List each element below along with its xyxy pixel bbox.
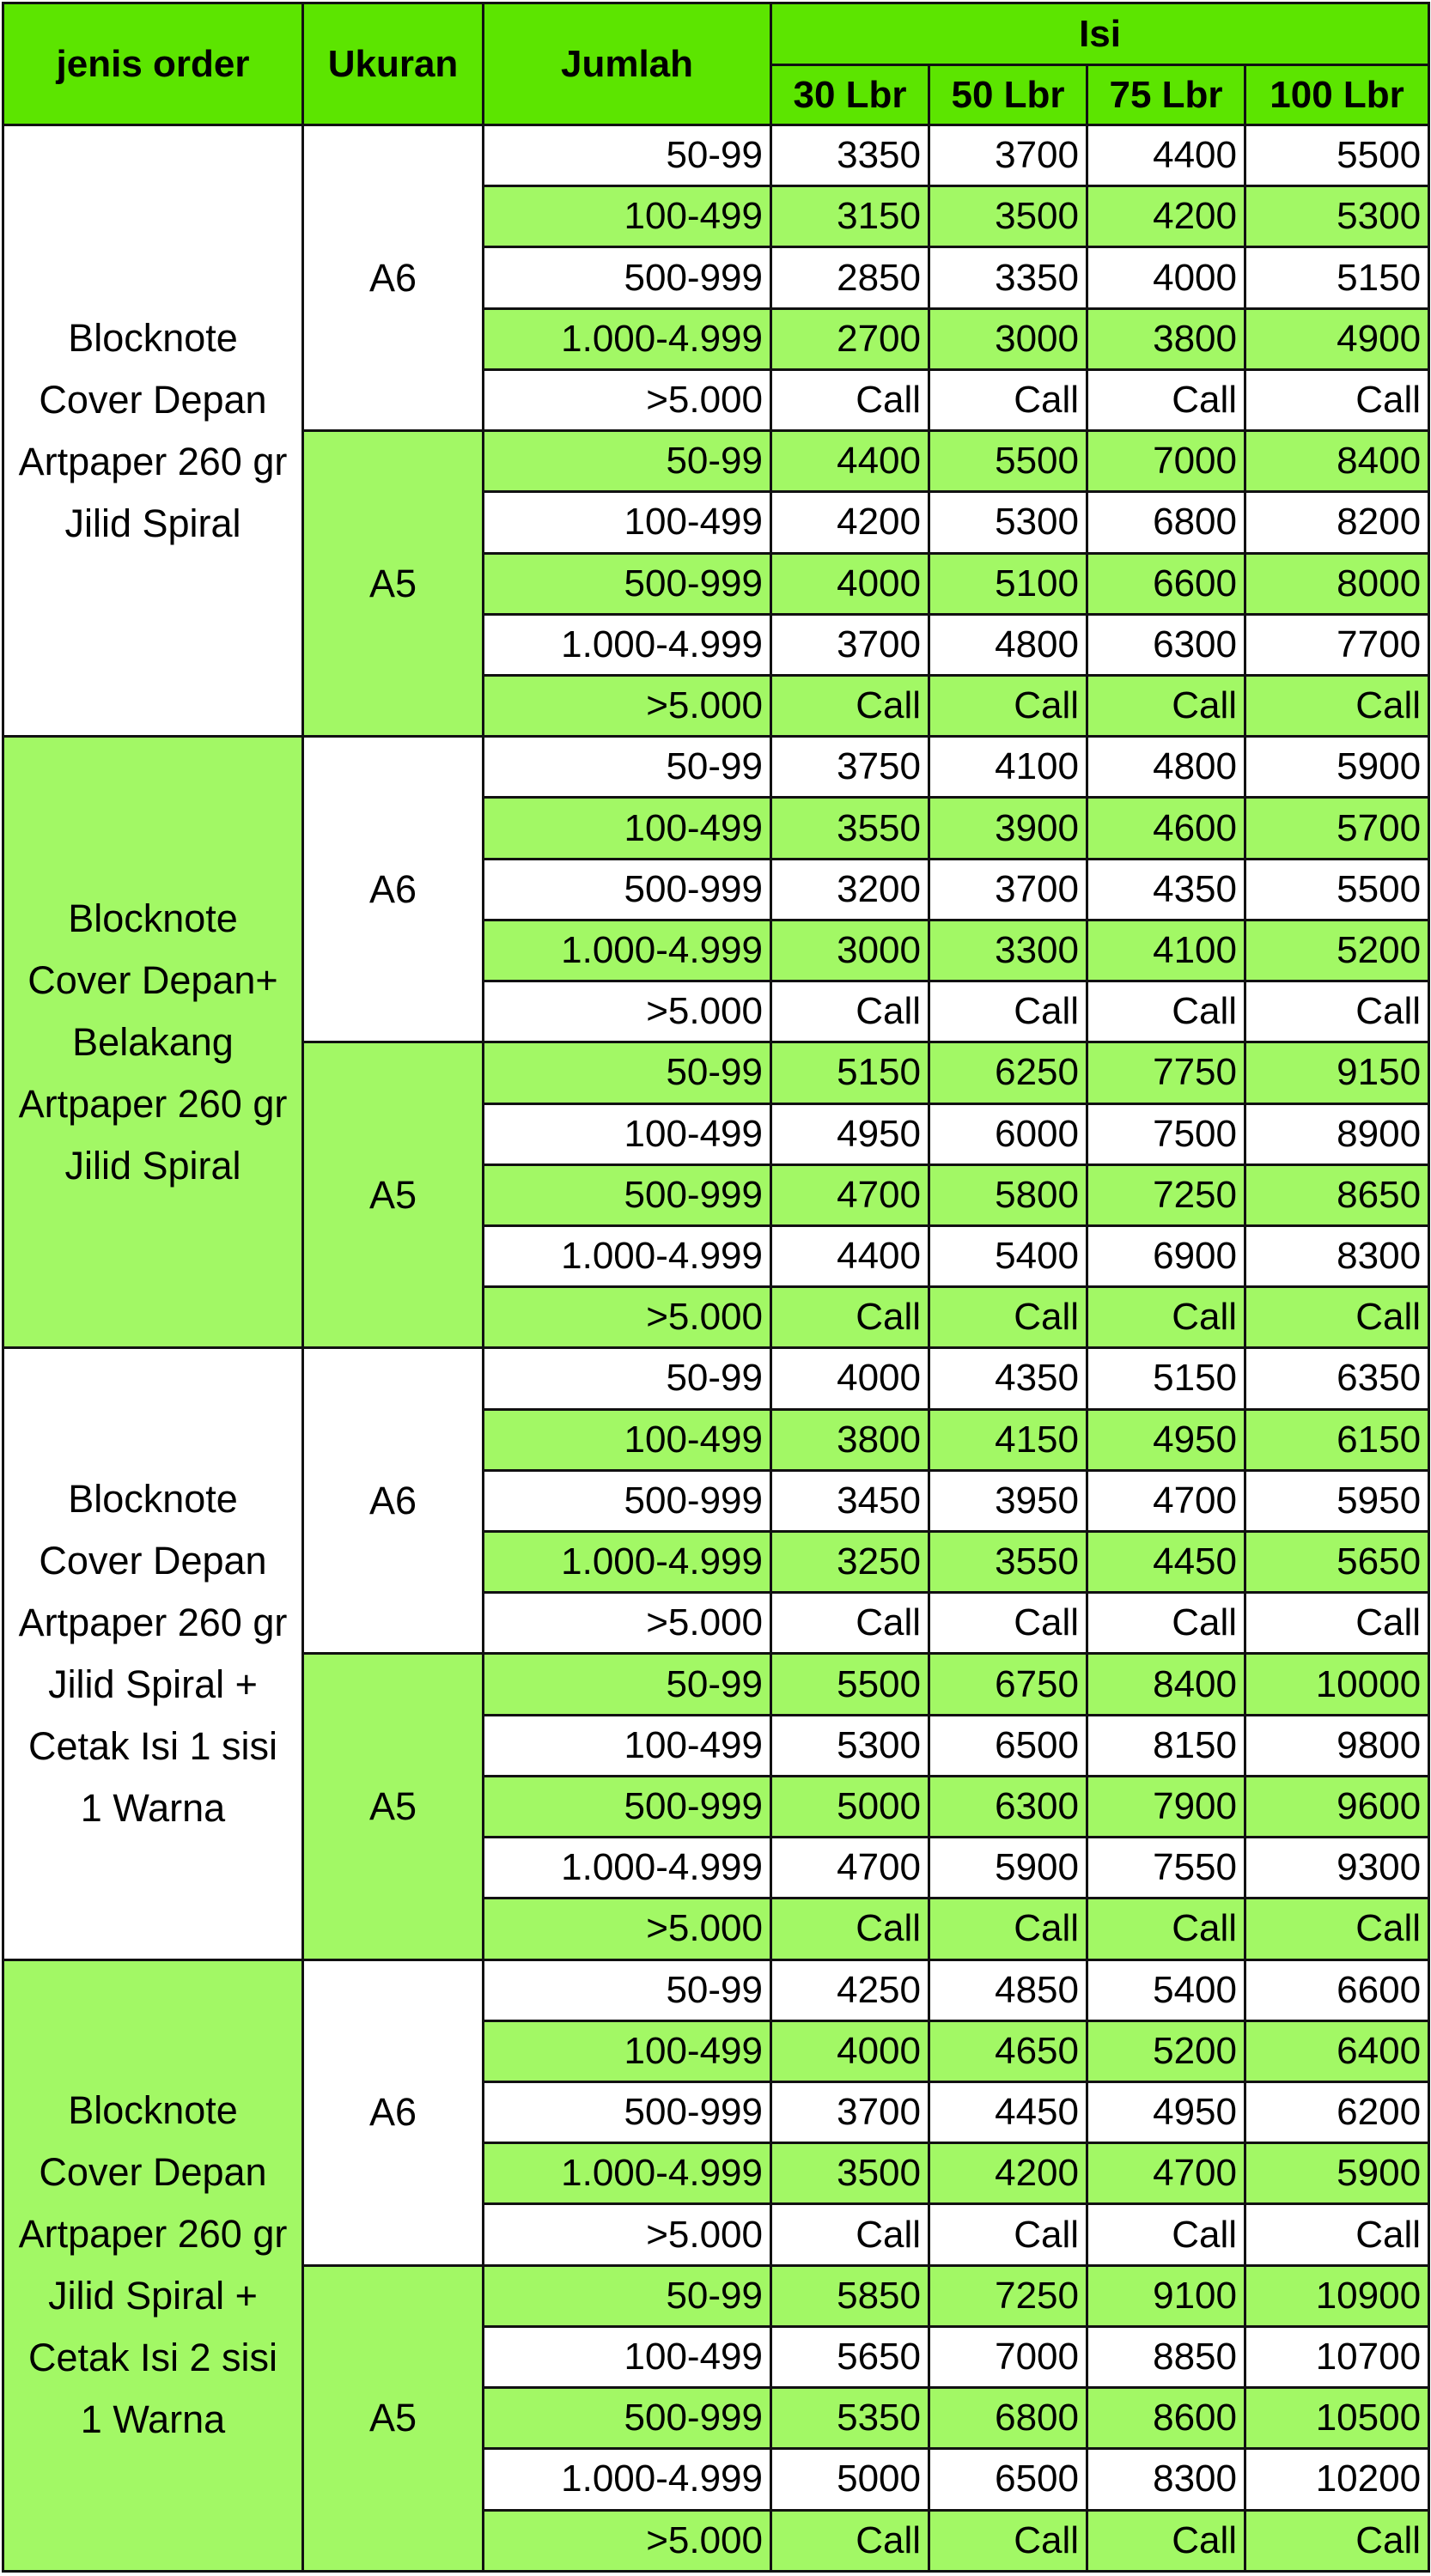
- price-cell: 4400: [771, 431, 929, 492]
- header-isi: Isi: [771, 3, 1429, 65]
- price-cell: 5800: [929, 1164, 1087, 1225]
- price-cell: 4950: [1087, 1409, 1245, 1470]
- size-cell: A6: [303, 125, 484, 431]
- price-cell: 3150: [771, 186, 929, 247]
- price-cell: Call: [771, 2204, 929, 2265]
- price-cell: 4950: [1087, 2082, 1245, 2143]
- price-cell: 3550: [771, 798, 929, 859]
- price-cell: 6350: [1245, 1348, 1429, 1409]
- qty-cell: 500-999: [484, 859, 771, 920]
- price-cell: 3700: [929, 859, 1087, 920]
- price-cell: 4800: [1087, 737, 1245, 798]
- price-cell: 5150: [1087, 1348, 1245, 1409]
- price-cell: Call: [1245, 1287, 1429, 1348]
- qty-cell: 500-999: [484, 1776, 771, 1837]
- price-cell: 4150: [929, 1409, 1087, 1470]
- size-cell: A5: [303, 1654, 484, 1959]
- price-cell: 5500: [1245, 125, 1429, 186]
- price-cell: 5150: [1245, 247, 1429, 308]
- price-cell: 7500: [1087, 1103, 1245, 1164]
- price-cell: 4200: [1087, 186, 1245, 247]
- price-cell: 3350: [771, 125, 929, 186]
- price-cell: 5500: [1245, 859, 1429, 920]
- price-cell: 5150: [771, 1042, 929, 1103]
- qty-cell: 1.000-4.999: [484, 308, 771, 369]
- price-cell: 6800: [929, 2388, 1087, 2449]
- price-cell: 7250: [929, 2265, 1087, 2326]
- qty-cell: 100-499: [484, 2020, 771, 2081]
- price-cell: 5850: [771, 2265, 929, 2326]
- price-cell: Call: [1087, 1899, 1245, 1959]
- price-cell: 6300: [929, 1776, 1087, 1837]
- price-table: [2, 2, 1430, 2573]
- size-cell: A6: [303, 1959, 484, 2265]
- qty-cell: 50-99: [484, 125, 771, 186]
- price-cell: 5200: [1087, 2020, 1245, 2081]
- qty-cell: >5.000: [484, 675, 771, 736]
- price-cell: 3700: [771, 614, 929, 675]
- price-cell: 6250: [929, 1042, 1087, 1103]
- price-cell: 3900: [929, 798, 1087, 859]
- price-cell: 5100: [929, 553, 1087, 614]
- qty-cell: 1.000-4.999: [484, 1225, 771, 1286]
- table-row: [3, 737, 1429, 798]
- price-cell: Call: [1245, 675, 1429, 736]
- price-cell: Call: [771, 675, 929, 736]
- price-cell: 5300: [771, 1715, 929, 1776]
- qty-cell: 500-999: [484, 247, 771, 308]
- price-cell: 3300: [929, 920, 1087, 981]
- header-isi-100: 100 Lbr: [1245, 65, 1429, 125]
- price-cell: 8400: [1087, 1654, 1245, 1715]
- price-cell: Call: [929, 1593, 1087, 1654]
- table-body: [3, 125, 1429, 2572]
- price-cell: 4800: [929, 614, 1087, 675]
- price-cell: 4000: [771, 1348, 929, 1409]
- qty-cell: 50-99: [484, 1042, 771, 1103]
- qty-cell: >5.000: [484, 1899, 771, 1959]
- price-cell: 4700: [1087, 2143, 1245, 2204]
- price-cell: 3700: [929, 125, 1087, 186]
- size-cell: A5: [303, 431, 484, 737]
- qty-cell: 100-499: [484, 186, 771, 247]
- price-cell: 4100: [929, 737, 1087, 798]
- price-cell: 2850: [771, 247, 929, 308]
- price-cell: 4450: [1087, 1532, 1245, 1593]
- qty-cell: 1.000-4.999: [484, 1532, 771, 1593]
- size-cell: A6: [303, 1348, 484, 1654]
- price-cell: 5950: [1245, 1470, 1429, 1531]
- price-cell: 4700: [771, 1838, 929, 1899]
- price-cell: 6500: [929, 2449, 1087, 2510]
- table-row: [3, 125, 1429, 186]
- qty-cell: 100-499: [484, 2326, 771, 2387]
- price-cell: 6750: [929, 1654, 1087, 1715]
- qty-cell: >5.000: [484, 369, 771, 430]
- price-cell: 10700: [1245, 2326, 1429, 2387]
- price-cell: 5350: [771, 2388, 929, 2449]
- price-cell: Call: [1245, 1593, 1429, 1654]
- price-cell: 6150: [1245, 1409, 1429, 1470]
- price-cell: 6200: [1245, 2082, 1429, 2143]
- price-cell: Call: [1087, 2510, 1245, 2571]
- price-cell: 5400: [929, 1225, 1087, 1286]
- price-cell: 4900: [1245, 308, 1429, 369]
- size-cell: A5: [303, 1042, 484, 1348]
- price-cell: 5000: [771, 2449, 929, 2510]
- price-cell: 8200: [1245, 492, 1429, 553]
- header-isi-30: 30 Lbr: [771, 65, 929, 125]
- qty-cell: 50-99: [484, 1654, 771, 1715]
- order-name-cell: Blocknote Cover Depan+ Belakang Artpaper 260 gr Jilid Spiral: [3, 737, 303, 1348]
- price-cell: 3500: [771, 2143, 929, 2204]
- qty-cell: 500-999: [484, 1470, 771, 1531]
- price-cell: Call: [1087, 675, 1245, 736]
- header-isi-75: 75 Lbr: [1087, 65, 1245, 125]
- price-cell: 3350: [929, 247, 1087, 308]
- price-cell: 8000: [1245, 553, 1429, 614]
- qty-cell: 50-99: [484, 2265, 771, 2326]
- price-cell: Call: [929, 1899, 1087, 1959]
- qty-cell: 100-499: [484, 1715, 771, 1776]
- table-row: [3, 1348, 1429, 1409]
- price-cell: 10200: [1245, 2449, 1429, 2510]
- price-cell: 7750: [1087, 1042, 1245, 1103]
- qty-cell: 100-499: [484, 492, 771, 553]
- price-cell: 4400: [1087, 125, 1245, 186]
- price-cell: Call: [929, 369, 1087, 430]
- price-cell: 4000: [771, 2020, 929, 2081]
- price-cell: 4000: [771, 553, 929, 614]
- price-cell: 5900: [1245, 737, 1429, 798]
- price-cell: 10000: [1245, 1654, 1429, 1715]
- price-cell: 4400: [771, 1225, 929, 1286]
- price-cell: 8300: [1087, 2449, 1245, 2510]
- qty-cell: 50-99: [484, 431, 771, 492]
- price-cell: Call: [771, 981, 929, 1042]
- price-cell: Call: [929, 2510, 1087, 2571]
- price-cell: 4450: [929, 2082, 1087, 2143]
- price-cell: 6900: [1087, 1225, 1245, 1286]
- order-name-cell: Blocknote Cover Depan Artpaper 260 gr Jilid Spiral: [3, 125, 303, 737]
- order-name-cell: Blocknote Cover Depan Artpaper 260 gr Jilid Spiral + Cetak Isi 1 sisi 1 Warna: [3, 1348, 303, 1959]
- price-cell: Call: [1245, 2510, 1429, 2571]
- qty-cell: >5.000: [484, 1287, 771, 1348]
- price-cell: Call: [1087, 369, 1245, 430]
- price-cell: 10500: [1245, 2388, 1429, 2449]
- price-cell: 6500: [929, 1715, 1087, 1776]
- price-cell: 7550: [1087, 1838, 1245, 1899]
- price-cell: Call: [771, 1899, 929, 1959]
- price-cell: 8900: [1245, 1103, 1429, 1164]
- price-cell: 5500: [771, 1654, 929, 1715]
- qty-cell: 1.000-4.999: [484, 614, 771, 675]
- price-cell: 8150: [1087, 1715, 1245, 1776]
- price-cell: Call: [929, 981, 1087, 1042]
- price-cell: Call: [929, 1287, 1087, 1348]
- price-cell: 4000: [1087, 247, 1245, 308]
- qty-cell: 500-999: [484, 1164, 771, 1225]
- price-cell: 4950: [771, 1103, 929, 1164]
- size-cell: A5: [303, 2265, 484, 2571]
- price-cell: 3250: [771, 1532, 929, 1593]
- price-cell: Call: [1245, 369, 1429, 430]
- price-cell: 4200: [771, 492, 929, 553]
- qty-cell: 50-99: [484, 1348, 771, 1409]
- qty-cell: 50-99: [484, 737, 771, 798]
- price-cell: 3750: [771, 737, 929, 798]
- order-name-cell: Blocknote Cover Depan Artpaper 260 gr Jilid Spiral + Cetak Isi 2 sisi 1 Warna: [3, 1959, 303, 2571]
- price-cell: 4700: [1087, 1470, 1245, 1531]
- price-cell: 9100: [1087, 2265, 1245, 2326]
- qty-cell: >5.000: [484, 2204, 771, 2265]
- price-cell: 6600: [1245, 1959, 1429, 2020]
- price-cell: 3950: [929, 1470, 1087, 1531]
- price-cell: Call: [1087, 1593, 1245, 1654]
- price-cell: Call: [929, 675, 1087, 736]
- price-cell: 7250: [1087, 1164, 1245, 1225]
- price-cell: 3000: [771, 920, 929, 981]
- price-cell: 8600: [1087, 2388, 1245, 2449]
- price-cell: 9300: [1245, 1838, 1429, 1899]
- price-cell: 4350: [1087, 859, 1245, 920]
- header-ukuran: Ukuran: [303, 3, 484, 125]
- price-cell: 8850: [1087, 2326, 1245, 2387]
- qty-cell: >5.000: [484, 2510, 771, 2571]
- price-cell: 7000: [929, 2326, 1087, 2387]
- price-cell: 4250: [771, 1959, 929, 2020]
- price-cell: Call: [1245, 1899, 1429, 1959]
- price-cell: 10900: [1245, 2265, 1429, 2326]
- price-cell: 5400: [1087, 1959, 1245, 2020]
- price-cell: 3000: [929, 308, 1087, 369]
- table-header: [3, 3, 1429, 125]
- qty-cell: 100-499: [484, 1103, 771, 1164]
- qty-cell: 1.000-4.999: [484, 2449, 771, 2510]
- qty-cell: 1.000-4.999: [484, 920, 771, 981]
- size-cell: A6: [303, 737, 484, 1042]
- price-cell: Call: [771, 1593, 929, 1654]
- price-cell: 3450: [771, 1470, 929, 1531]
- price-cell: 2700: [771, 308, 929, 369]
- qty-cell: 1.000-4.999: [484, 2143, 771, 2204]
- qty-cell: 500-999: [484, 553, 771, 614]
- price-cell: 9600: [1245, 1776, 1429, 1837]
- price-cell: 3800: [1087, 308, 1245, 369]
- price-cell: 3700: [771, 2082, 929, 2143]
- price-cell: 3200: [771, 859, 929, 920]
- price-cell: 5650: [1245, 1532, 1429, 1593]
- qty-cell: 50-99: [484, 1959, 771, 2020]
- price-cell: 5900: [1245, 2143, 1429, 2204]
- price-cell: 4850: [929, 1959, 1087, 2020]
- price-cell: Call: [929, 2204, 1087, 2265]
- price-cell: Call: [1087, 2204, 1245, 2265]
- price-cell: 6400: [1245, 2020, 1429, 2081]
- price-cell: 5200: [1245, 920, 1429, 981]
- price-cell: 4200: [929, 2143, 1087, 2204]
- price-cell: 9150: [1245, 1042, 1429, 1103]
- price-cell: 9800: [1245, 1715, 1429, 1776]
- price-cell: Call: [1087, 981, 1245, 1042]
- price-cell: Call: [771, 1287, 929, 1348]
- price-cell: 3800: [771, 1409, 929, 1470]
- price-cell: 8300: [1245, 1225, 1429, 1286]
- header-isi-50: 50 Lbr: [929, 65, 1087, 125]
- price-cell: 3550: [929, 1532, 1087, 1593]
- price-cell: 7700: [1245, 614, 1429, 675]
- price-cell: Call: [1245, 2204, 1429, 2265]
- price-cell: 7900: [1087, 1776, 1245, 1837]
- header-jumlah: Jumlah: [484, 3, 771, 125]
- qty-cell: >5.000: [484, 1593, 771, 1654]
- price-cell: 5900: [929, 1838, 1087, 1899]
- qty-cell: 500-999: [484, 2388, 771, 2449]
- qty-cell: 100-499: [484, 1409, 771, 1470]
- price-cell: 4600: [1087, 798, 1245, 859]
- price-cell: Call: [771, 2510, 929, 2571]
- qty-cell: 500-999: [484, 2082, 771, 2143]
- price-cell: 5000: [771, 1776, 929, 1837]
- price-cell: 8400: [1245, 431, 1429, 492]
- price-cell: 4350: [929, 1348, 1087, 1409]
- price-cell: Call: [771, 369, 929, 430]
- price-cell: 5300: [1245, 186, 1429, 247]
- header-jenis-order: jenis order: [3, 3, 303, 125]
- price-cell: 4650: [929, 2020, 1087, 2081]
- qty-cell: >5.000: [484, 981, 771, 1042]
- price-cell: 4100: [1087, 920, 1245, 981]
- price-cell: 6300: [1087, 614, 1245, 675]
- header-row-top: [3, 3, 1429, 65]
- price-cell: 7000: [1087, 431, 1245, 492]
- price-cell: 8650: [1245, 1164, 1429, 1225]
- qty-cell: 100-499: [484, 798, 771, 859]
- price-cell: Call: [1245, 981, 1429, 1042]
- price-cell: 3500: [929, 186, 1087, 247]
- price-cell: 4700: [771, 1164, 929, 1225]
- price-cell: 5300: [929, 492, 1087, 553]
- price-cell: 6600: [1087, 553, 1245, 614]
- price-cell: 6800: [1087, 492, 1245, 553]
- price-cell: 5650: [771, 2326, 929, 2387]
- price-cell: 5700: [1245, 798, 1429, 859]
- price-cell: 5500: [929, 431, 1087, 492]
- price-cell: Call: [1087, 1287, 1245, 1348]
- table-row: [3, 1959, 1429, 2020]
- price-cell: 6000: [929, 1103, 1087, 1164]
- qty-cell: 1.000-4.999: [484, 1838, 771, 1899]
